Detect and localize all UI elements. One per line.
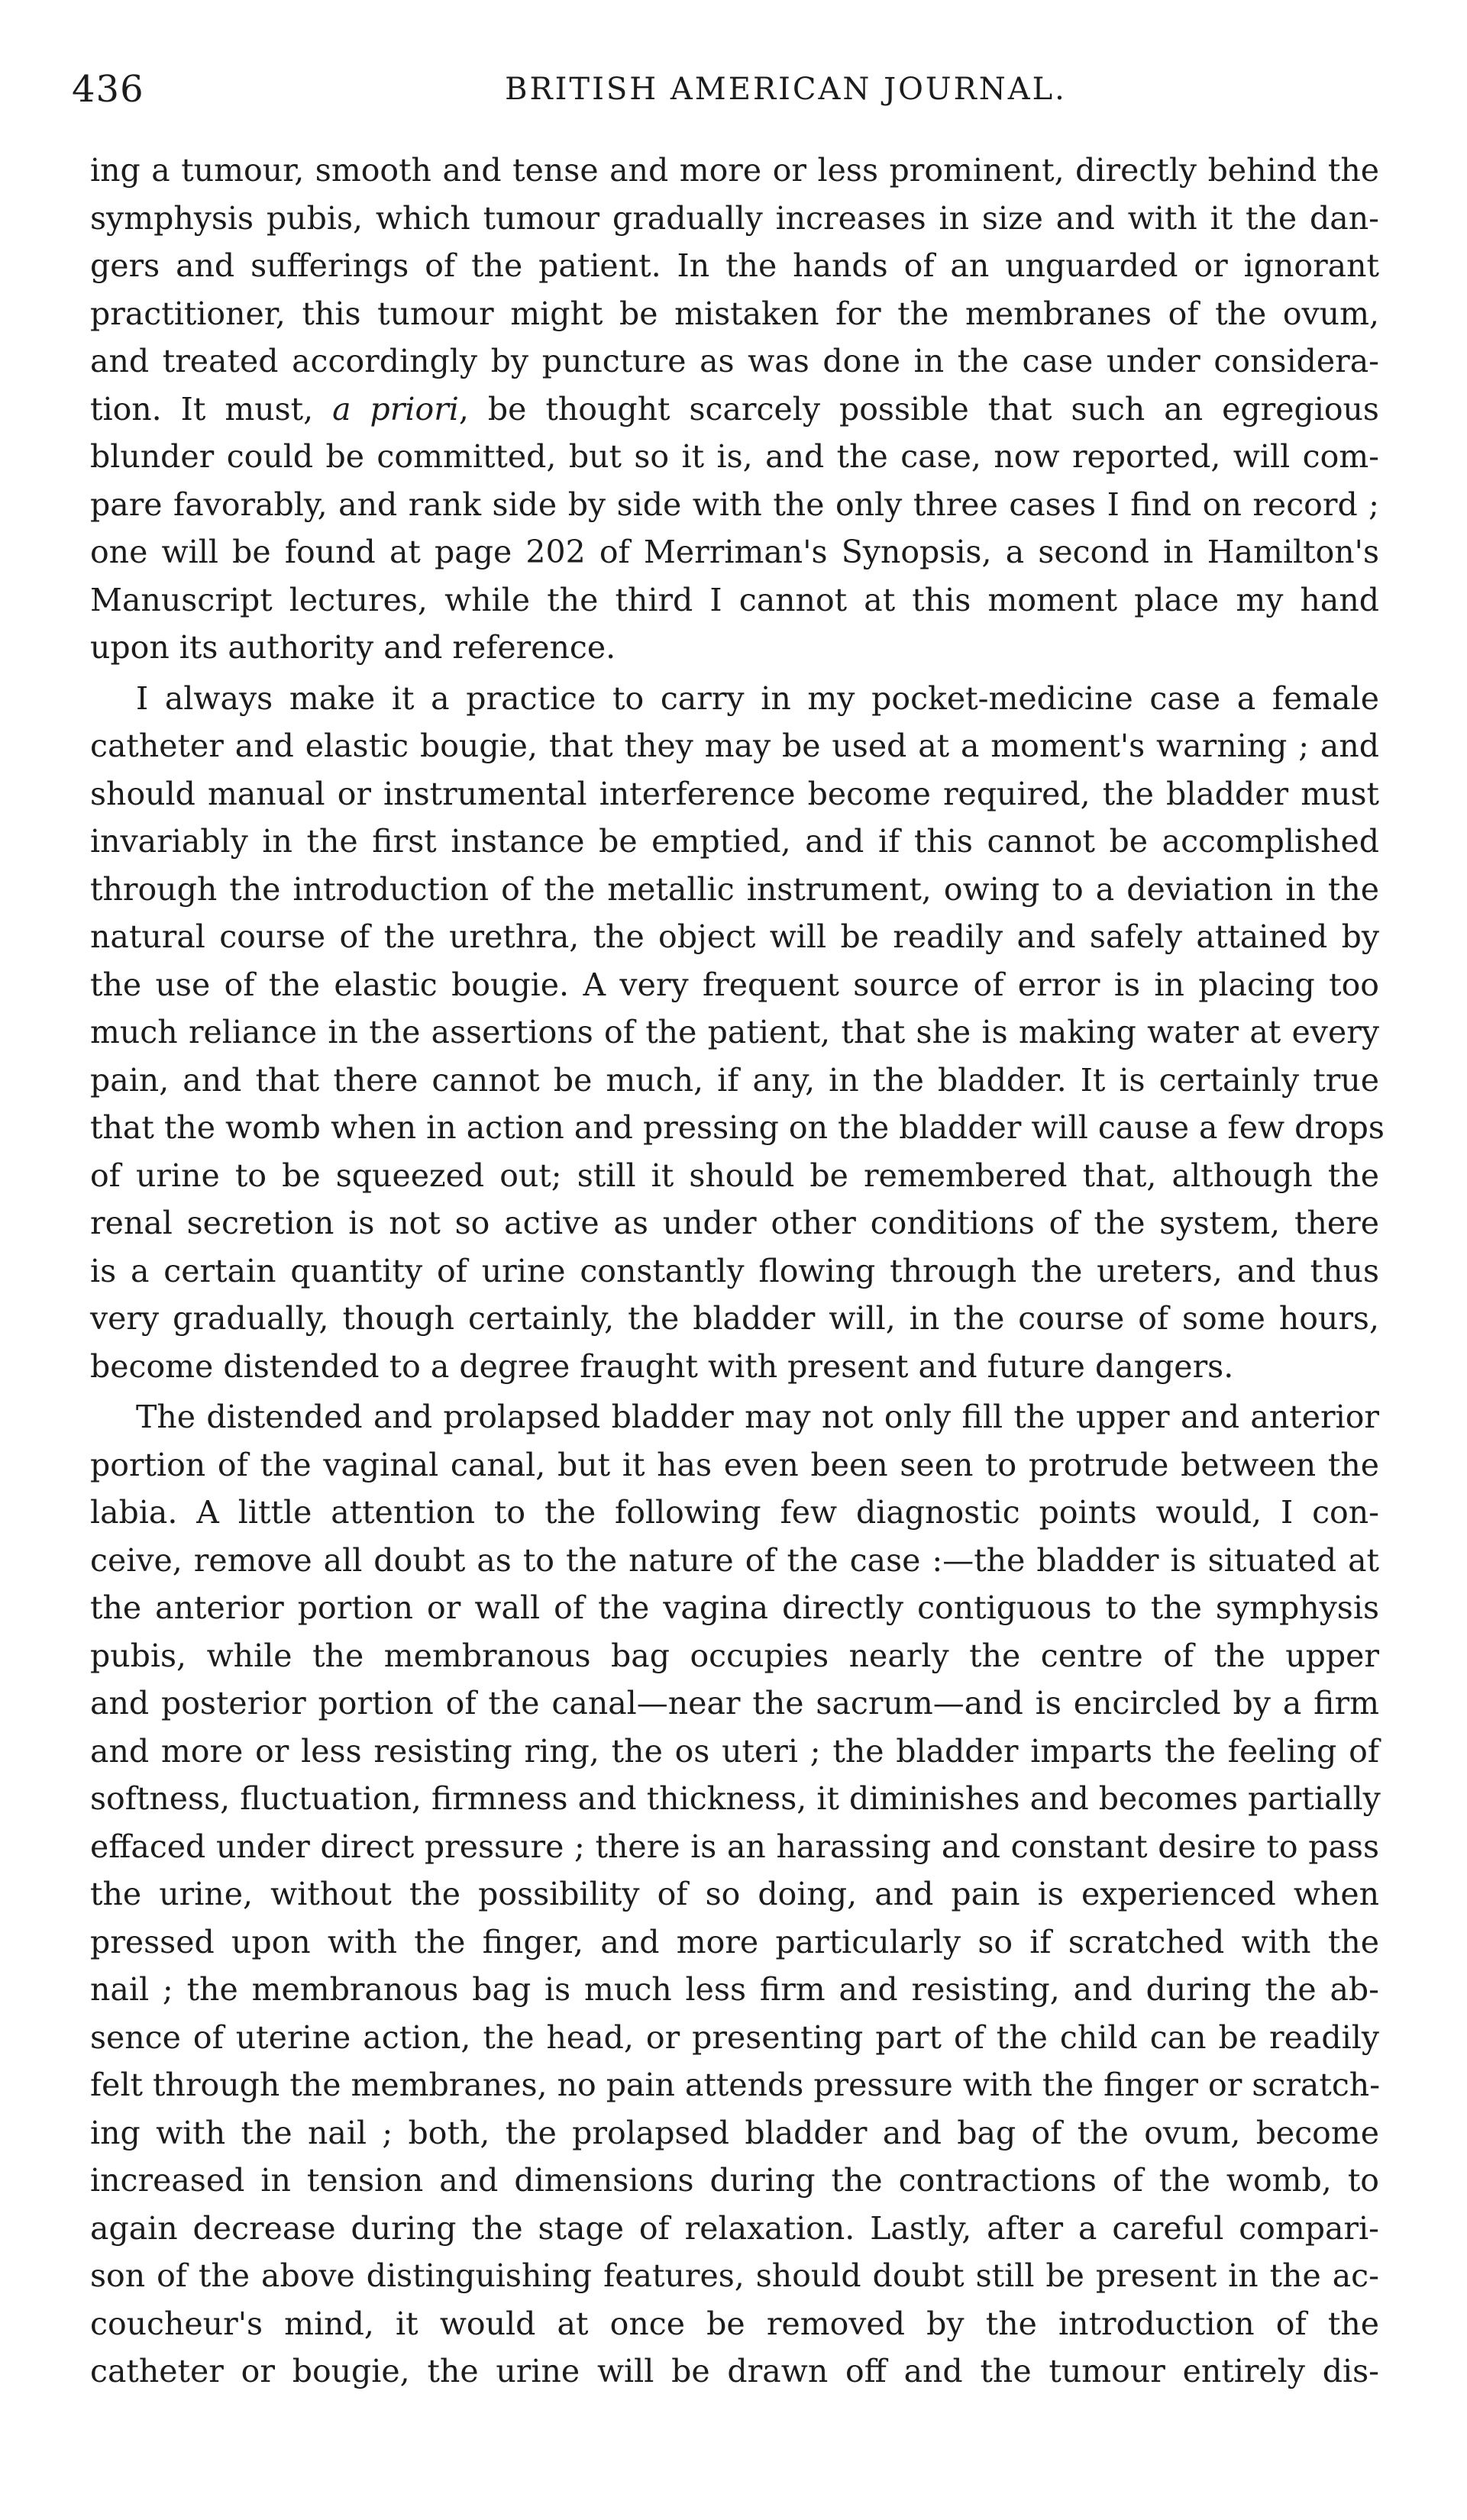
text-line: invariably in the first instance be emptied, and if this cannot be accomplished bbox=[90, 823, 1379, 860]
text-line: softness, fluctuation, firmness and thickness, it diminishes and becomes partially bbox=[90, 1780, 1381, 1817]
text-line: upon its authority and reference. bbox=[90, 629, 616, 666]
paragraph-2 bbox=[90, 675, 1385, 1391]
text-line: son of the above distinguishing features, should doubt still be present in the ac- bbox=[90, 2257, 1379, 2294]
text-line: the anterior portion or wall of the vagina directly contiguous to the symphysis bbox=[90, 1589, 1379, 1626]
text-line: ing a tumour, smooth and tense and more or less prominent, directly behind the bbox=[90, 152, 1379, 189]
text-line: become distended to a degree fraught with present and future dangers. bbox=[90, 1347, 1234, 1385]
text-line: Manuscript lectures, while the third I cannot at this moment place my hand bbox=[90, 581, 1379, 618]
text-line: through the introduction of the metallic instrument, owing to a deviation in the bbox=[90, 870, 1379, 908]
running-head: BRITISH AMERICAN JOURNAL. bbox=[505, 72, 1067, 107]
text-line: felt through the membranes, no pain attends pressure with the finger or scratch- bbox=[90, 2067, 1381, 2103]
text-line: blunder could be committed, but so it is, and the case, now reported, will com- bbox=[90, 438, 1379, 475]
text-line: ceive, remove all doubt as to the nature of the case :—the bladder is situated at bbox=[90, 1541, 1379, 1579]
text-line: that the womb when in action and pressing on the bladder will cause a few drops bbox=[90, 1109, 1385, 1146]
text-line: and more or less resisting ring, the os uteri ; the bladder imparts the feeling of bbox=[90, 1732, 1379, 1770]
paragraph-1 bbox=[90, 147, 1379, 672]
text-line: and treated accordingly by puncture as was done in the case under considera- bbox=[90, 343, 1379, 379]
text-line: pubis, while the membranous bag occupies nearly the centre of the upper bbox=[90, 1637, 1379, 1674]
text-line: symphysis pubis, which tumour gradually increases in size and with it the dan- bbox=[90, 199, 1379, 237]
text-line: increased in tension and dimensions during the contractions of the womb, to bbox=[90, 2162, 1379, 2199]
article-body bbox=[90, 147, 1385, 2396]
text-line: is a certain quantity of urine constantly flowing through the ureters, and thus bbox=[90, 1252, 1379, 1289]
page-number: 436 bbox=[72, 68, 144, 111]
text-line: coucheur's mind, it would at once be removed by the introduction of the bbox=[90, 2305, 1379, 2342]
text-line: one will be found at page 202 of Merriman's Synopsis, a second in Hamilton's bbox=[90, 534, 1379, 570]
text-line: and posterior portion of the canal—near the sacrum—and is encircled by a firm bbox=[90, 1685, 1379, 1721]
text-line: sence of uterine action, the head, or presenting part of the child can be readily bbox=[90, 2018, 1379, 2056]
text-line: natural course of the urethra, the object will be readily and safely attained by bbox=[90, 918, 1379, 955]
text-line: pare favorably, and rank side by side with the only three cases I find on record ; bbox=[90, 486, 1379, 523]
paragraph-3 bbox=[90, 1393, 1379, 2396]
text-line: the use of the elastic bougie. A very frequent source of error is in placing too bbox=[90, 966, 1379, 1003]
text-line: ing with the nail ; both, the prolapsed bladder and bag of the ovum, become bbox=[90, 2114, 1379, 2151]
text-line: portion of the vaginal canal, but it has even been seen to protrude between the bbox=[90, 1446, 1379, 1483]
text-line: renal secretion is not so active as under other conditions of the system, there bbox=[90, 1205, 1379, 1241]
text-line: much reliance in the assertions of the patient, that she is making water at every bbox=[90, 1014, 1379, 1050]
text-line: pressed upon with the finger, and more particularly so if scratched with the bbox=[90, 1923, 1379, 1960]
text-line: very gradually, though certainly, the bladder will, in the course of some hours, bbox=[90, 1300, 1379, 1337]
text-line: practitioner, this tumour might be mistaken for the membranes of the ovum, bbox=[90, 295, 1379, 332]
text-line: again decrease during the stage of relaxation. Lastly, after a careful compari- bbox=[90, 2209, 1379, 2247]
text-line: labia. A little attention to the following few diagnostic points would, I con- bbox=[90, 1494, 1379, 1531]
text-line: should manual or instrumental interference become required, the bladder must bbox=[90, 775, 1379, 812]
text-line: gers and sufferings of the patient. In the hands of an unguarded or ignorant bbox=[90, 247, 1379, 284]
text-line: catheter and elastic bougie, that they may be used at a moment's warning ; and bbox=[90, 728, 1379, 764]
text-line: of urine to be squeezed out; still it should be remembered that, although the bbox=[90, 1157, 1379, 1194]
text-line: pain, and that there cannot be much, if any, in the bladder. It is certainly true bbox=[90, 1061, 1379, 1099]
text-line: I always make it a practice to carry in my pocket-medicine case a female bbox=[136, 679, 1379, 717]
text-line: catheter or bougie, the urine will be drawn off and the tumour entirely dis- bbox=[90, 2353, 1379, 2389]
text-line: tion. It must, a priori, be thought scarcely possible that such an egregious bbox=[90, 390, 1379, 428]
text-line: effaced under direct pressure ; there is an harassing and constant desire to pass bbox=[90, 1828, 1379, 1865]
page-header bbox=[72, 63, 1385, 116]
text-line: The distended and prolapsed bladder may not only fill the upper and anterior bbox=[136, 1399, 1379, 1435]
text-line: the urine, without the possibility of so doing, and pain is experienced when bbox=[90, 1876, 1379, 1912]
text-line: nail ; the membranous bag is much less firm and resisting, and during the ab- bbox=[90, 1971, 1379, 2008]
